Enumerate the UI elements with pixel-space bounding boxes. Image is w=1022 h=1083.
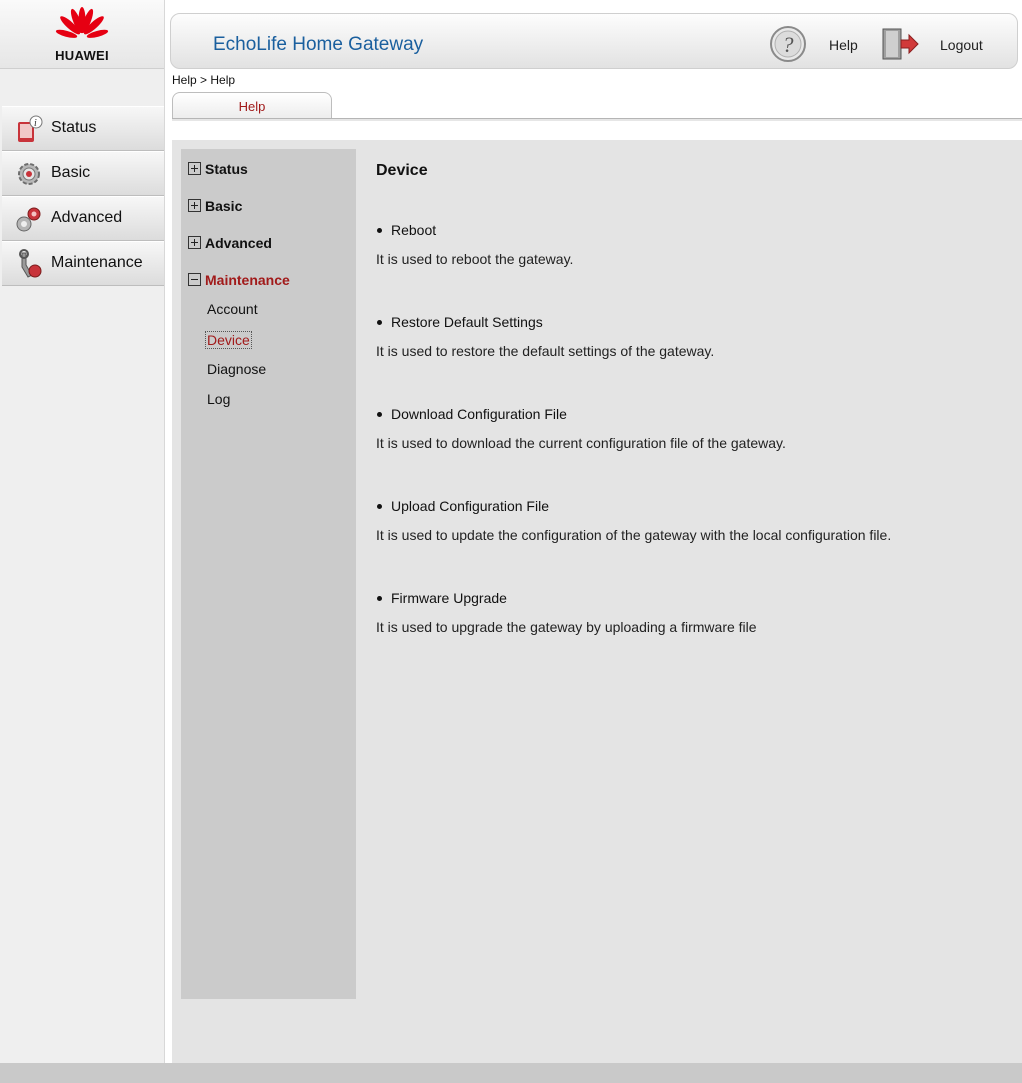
entry-title <box>376 590 507 606</box>
tree-section-status[interactable] <box>188 161 248 177</box>
basic-gear-icon <box>14 159 44 189</box>
nav-label-maintenance: Maintenance <box>51 254 143 271</box>
svg-text:i: i <box>34 118 37 129</box>
expand-plus-icon <box>188 162 201 175</box>
help-icon[interactable] <box>769 25 807 63</box>
maintenance-icon <box>14 249 44 279</box>
left-sidebar <box>0 0 165 1063</box>
footer-bar <box>0 1063 1022 1083</box>
huawei-petals-icon <box>50 6 114 48</box>
tree-section-label: Maintenance <box>205 272 290 288</box>
nav-label-advanced: Advanced <box>51 209 123 226</box>
entry-title <box>376 406 567 422</box>
header-bar <box>170 13 1018 69</box>
bullet-icon <box>377 596 382 601</box>
logout-icon[interactable] <box>881 27 919 61</box>
status-icon <box>14 114 44 144</box>
logout-link[interactable]: Logout <box>940 37 983 53</box>
huawei-logo <box>0 0 164 69</box>
entry-title-text: Restore Default Settings <box>391 314 543 330</box>
entry-description: It is used to restore the default settings of the gateway. <box>376 343 715 359</box>
entry-description: It is used to reboot the gateway. <box>376 251 574 267</box>
svg-text:?: ? <box>782 32 794 57</box>
nav-item-maintenance[interactable] <box>2 241 164 286</box>
breadcrumb: Help > Help <box>172 73 236 87</box>
tree-section-label: Basic <box>205 198 243 214</box>
tree-section-label: Advanced <box>205 235 272 251</box>
entry-description: It is used to update the configuration of the gateway with the local configuration file. <box>376 527 892 543</box>
tree-section-label: Status <box>205 161 248 177</box>
tree-item-diagnose[interactable]: Diagnose <box>207 361 267 377</box>
nav-label-basic: Basic <box>51 164 91 181</box>
tree-section-advanced[interactable] <box>188 235 272 251</box>
app-title: EchoLife Home Gateway <box>213 34 424 55</box>
tree-item-account[interactable]: Account <box>207 301 258 317</box>
tree-section-basic[interactable] <box>188 198 242 214</box>
help-link[interactable]: Help <box>829 37 858 53</box>
bullet-icon <box>377 320 382 325</box>
entry-title-text: Firmware Upgrade <box>391 590 507 606</box>
tab-help[interactable]: Help <box>172 92 332 119</box>
entry-description: It is used to upgrade the gateway by uploading a firmware file <box>376 619 757 635</box>
tree-item-device[interactable]: Device <box>207 332 250 348</box>
brand-name: HUAWEI <box>55 48 109 63</box>
bullet-icon <box>377 228 382 233</box>
doc-title: Device <box>376 162 428 179</box>
advanced-icon <box>14 204 44 234</box>
tree-section-maintenance[interactable] <box>188 272 290 288</box>
collapse-minus-icon <box>188 273 201 286</box>
entry-title <box>376 498 549 514</box>
expand-plus-icon <box>188 236 201 249</box>
entry-title <box>376 222 436 238</box>
nav-label-status: Status <box>51 119 97 136</box>
nav-item-basic[interactable] <box>2 151 164 196</box>
bullet-icon <box>377 504 382 509</box>
expand-plus-icon <box>188 199 201 212</box>
bullet-icon <box>377 412 382 417</box>
tree-item-log[interactable]: Log <box>207 391 231 407</box>
entry-title-text: Download Configuration File <box>391 406 567 422</box>
nav-item-status[interactable] <box>2 106 164 151</box>
entry-description: It is used to download the current configuration file of the gateway. <box>376 435 786 451</box>
nav-item-advanced[interactable] <box>2 196 164 241</box>
entry-title <box>376 314 543 330</box>
entry-title-text: Upload Configuration File <box>391 498 549 514</box>
entry-title-text: Reboot <box>391 222 437 238</box>
tab-divider <box>172 118 1022 121</box>
